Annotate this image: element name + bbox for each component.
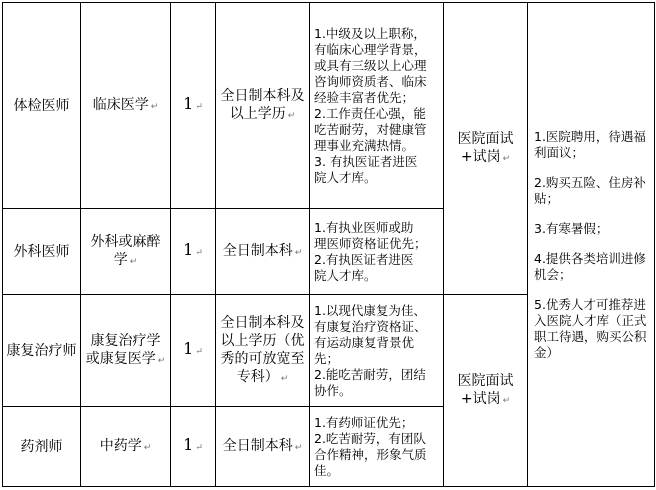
benefit-item: 2.购买五险、住房补贴； bbox=[534, 174, 646, 206]
requirements-cell: 1.有执业医师或助 理医师资格证优先； 2.有执医证者进医 院人才库。 bbox=[310, 209, 444, 295]
selection-method-cell: 医院面试+试岗 ↵ bbox=[444, 295, 528, 487]
major-cell: 中药学 ↵ bbox=[81, 407, 171, 487]
benefit-item: 5.优秀人才可推荐进入医院人才库（正式职工待遇，购买公积金） bbox=[534, 296, 647, 360]
count-cell: 1 ↵ bbox=[171, 407, 216, 487]
major-cell: 康复治疗学或康复医学 ↵ bbox=[81, 295, 171, 407]
count-cell: 1 ↵ bbox=[171, 3, 216, 209]
position-cell: 外科医师 bbox=[3, 209, 81, 295]
benefits-cell bbox=[528, 3, 655, 487]
education-cell: 全日制本科 ↵ bbox=[216, 209, 310, 295]
recruitment-table bbox=[2, 2, 655, 487]
education-cell: 全日制本科及以上学历（优秀的可放宽至专科） ↵ bbox=[216, 295, 310, 407]
table-row bbox=[3, 3, 655, 209]
position-cell: 药剂师 bbox=[3, 407, 81, 487]
requirements-cell: 1.中级及以上职称， 有临床心理学背景， 或具有三级以上心理 咨询师资质者、临床 经验丰富者优先； 2.工作责任心强，能 吃苦耐劳，对健康管 理事业充满热情。 3. 有执医证者进医 院人才库。 bbox=[310, 3, 444, 209]
count-cell: 1 ↵ bbox=[171, 209, 216, 295]
benefit-item: 1.医院聘用，待遇福利面议； bbox=[534, 128, 646, 160]
requirements-cell: 1.以现代康复为佳、 有康复治疗资格证、 有运动康复背景优 先； 2.能吃苦耐劳，团结 协作。 bbox=[310, 295, 444, 407]
position-cell: 体检医师 bbox=[3, 3, 81, 209]
benefit-item: 3.有寒暑假； bbox=[534, 220, 609, 236]
selection-method-cell: 医院面试+试岗 ↵ bbox=[444, 3, 528, 295]
education-cell: 全日制本科及以上学历 ↵ bbox=[216, 3, 310, 209]
education-cell: 全日制本科 ↵ bbox=[216, 407, 310, 487]
count-cell: 1 ↵ bbox=[171, 295, 216, 407]
position-cell: 康复治疗师 bbox=[3, 295, 81, 407]
major-cell: 外科或麻醉学 ↵ bbox=[81, 209, 171, 295]
benefit-item: 4.提供各类培训进修机会； bbox=[534, 250, 646, 282]
major-cell: 临床医学 ↵ bbox=[81, 3, 171, 209]
requirements-cell: 1.有药师证优先； 2.吃苦耐劳，有团队 合作精神，形象气质 佳。 bbox=[310, 407, 444, 487]
